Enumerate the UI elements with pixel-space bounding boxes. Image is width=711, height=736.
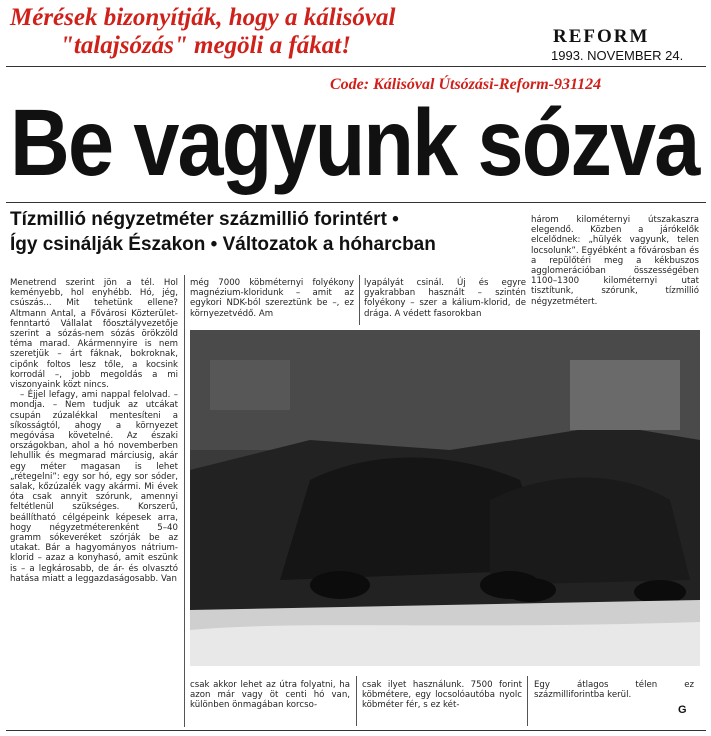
column-divider-2 bbox=[359, 275, 360, 325]
subheadline-line-2: Így csinálják Északon • Változatok a hóharcban bbox=[10, 234, 436, 255]
text-column-bottom-2-para: csak ilyet használunk. 7500 forint köbmétere, egy locsolóautóba nyolc köbméter fér, s ez két- bbox=[362, 680, 522, 711]
headline-rule bbox=[6, 202, 706, 203]
article-photo bbox=[190, 330, 700, 666]
text-column-mid-1-para: még 7000 köbméternyi folyékony magnézium-kloridunk – amit az egykori NDK-ból szereztünk be –, ez környezetvédő. Am bbox=[190, 278, 354, 319]
publication-date: 1993. NOVEMBER 24. bbox=[551, 48, 684, 63]
text-column-right bbox=[531, 215, 699, 307]
column-divider-1 bbox=[184, 275, 185, 727]
text-column-mid-2 bbox=[364, 278, 526, 319]
title-line-2: "talajsózás" megöli a fákat! bbox=[60, 32, 351, 59]
bottom-rule bbox=[6, 730, 706, 731]
text-column-bottom-1-para: csak akkor lehet az útra folyatni, ha azon már vagy öt centi hó van, különben önmagában korcso- bbox=[190, 680, 350, 711]
text-column-mid-2-para: lyapályát csinál. Új és egyre gyakrabban használt – szintén folyékony – szer a kálium-klorid, de drága. A védett fasorokban bbox=[364, 278, 526, 319]
text-column-bottom-1 bbox=[190, 680, 350, 711]
title-line-1: Mérések bizonyítják, hogy a kálisóval bbox=[10, 4, 396, 31]
photo-image bbox=[190, 330, 700, 666]
text-column-left bbox=[10, 278, 178, 584]
text-column-mid-1 bbox=[190, 278, 354, 319]
text-column-bottom-2 bbox=[362, 680, 522, 711]
publication-name: REFORM bbox=[553, 26, 650, 47]
text-column-right-para: három kilométernyi útszakaszra elegendő. Közben a járókelők elcelődnek: „hülyék vagyunk, telen locsolunk”. Egyébként a fővárosban és a repülőtéri meg a kékbuszos agglomerációban összességében 1100–1300 kilométernyi utat tisztítunk, szórunk, tízmillió négyzetmétert. bbox=[531, 215, 699, 307]
text-column-left-para-2: – Éjjel lefagy, ami nappal felolvad. – mondja. – Nem tudjuk az utcákat csupán zúzalékkal mentesíteni a síkosságtól, ahogy a környezet megóvása követelné. Az északi országokban, ahol a hó novemberben lehullik és megmarad márciusig, akár egy méter magasan is lehet „rétegelni”: egy sor hó, egy sor sóder, salak, kőzúzalék vagy akármi. Mi évek óta csak annyit szórunk, amennyi feltétlenül szükséges. Korszerű, beállítható célgépeink képesek arra, hogy négyzetméterenként 5–40 gramm sókeveréket szórják be az utakat. Bár a hagyományos nátrium-klorid – azaz a konyhasó, amit eszünk is – a legkárosabb, de ár- és olvasztó hatása miatt a leggazdaságosabb. Van bbox=[10, 390, 178, 584]
article-end-mark: G bbox=[678, 704, 687, 716]
text-column-bottom-3-para: Egy átlagos télen ez százmilliforintba kerül. bbox=[534, 680, 694, 701]
code-line: Code: Kálisóval Útsózási-Reform-931124 bbox=[330, 76, 602, 93]
column-divider-4 bbox=[527, 676, 528, 726]
text-column-bottom-3 bbox=[534, 680, 694, 700]
column-divider-3 bbox=[356, 676, 357, 726]
text-column-left-para-1: Menetrend szerint jön a tél. Hol keményebb, hol enyhébb. Hó, jég, csúszás... Mit tehetünk ellene? Altmann Antal, a Fővárosi Közterület-fenntartó Vállalat főosztályvezetője szerint a sózás-nem sózás örökzöld téma marad. Akármennyire is nem szeretjük – árt fáknak, bokroknak, cipőnk foltos lesz tőle, a kocsink korrodál –, jobb megoldás a mi viszonyaink közt nincs. bbox=[10, 278, 178, 391]
subheadline-line-1: Tízmillió négyzetméter százmillió forintért • bbox=[10, 209, 399, 230]
headline: Be vagyunk sózva bbox=[10, 90, 699, 196]
top-rule bbox=[6, 66, 706, 67]
